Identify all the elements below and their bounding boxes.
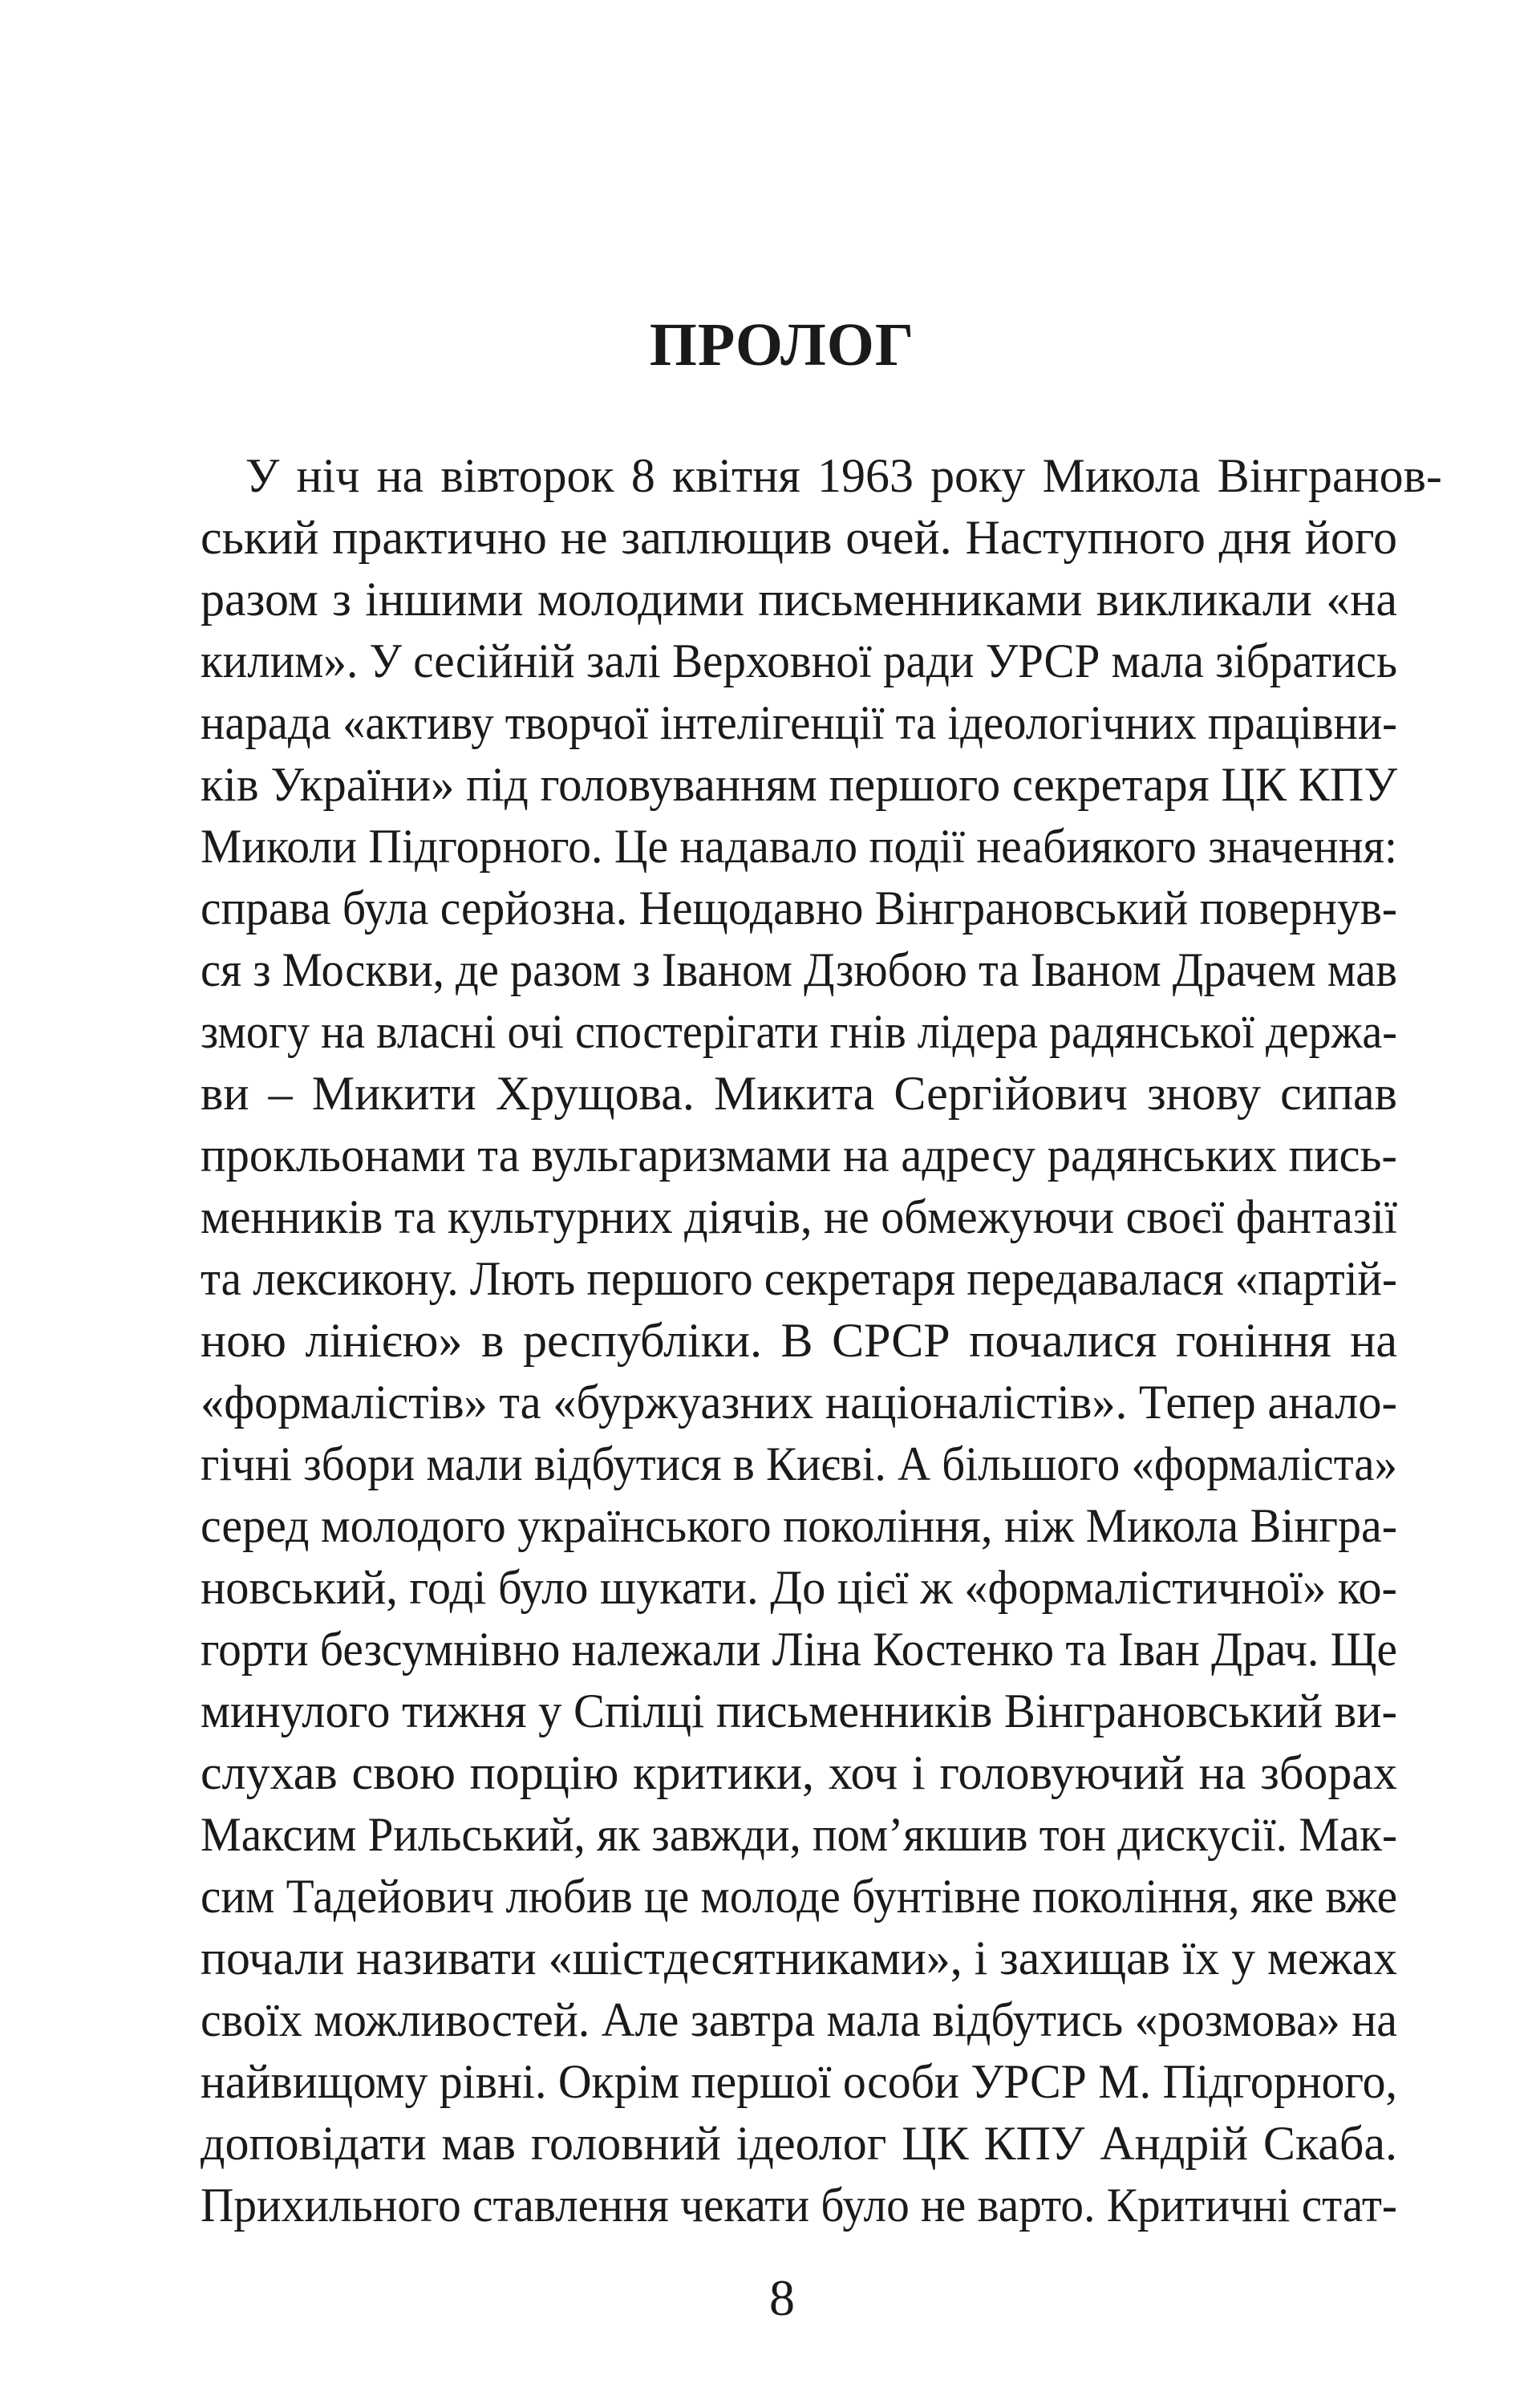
text-line: слухав свою порцію критики, хоч і головуючий на зборах (201, 1746, 1397, 1799)
text-line: ський практично не заплющив очей. Наступного дня його (201, 511, 1397, 564)
text-line: почали називати «шістдесятниками», і захищав їх у межах (201, 1932, 1397, 1985)
text-line: горти безсумнівно належали Ліна Костенко та Іван Драч. Ще (201, 1623, 1397, 1676)
text-line: Максим Рильський, як завжди, пом’якшив тон дискусії. Мак- (201, 1808, 1397, 1861)
text-line: «формалістів» та «буржуазних націоналістів». Тепер анало- (201, 1376, 1397, 1429)
text-line: разом з іншими молодими письменниками викликали «на (201, 573, 1397, 626)
text-line: та лексикону. Лють першого секретаря передавалася «партій- (201, 1252, 1397, 1305)
text-line: У ніч на вівторок 8 квітня 1963 року Микола Вінгранов- (245, 449, 1442, 502)
text-line: Миколи Підгорного. Це надавало події неабиякого значення: (201, 820, 1397, 873)
text-line: справа була серйозна. Нещодавно Вінграновський повернув- (201, 882, 1397, 935)
body-text (201, 445, 1442, 2236)
text-line: своїх можливостей. Але завтра мала відбутись «розмова» на (201, 1993, 1397, 2046)
text-line: килим». У сесійній залі Верховної ради УРСР мала зібратись (201, 635, 1397, 687)
text-line: ся з Москви, де разом з Іваном Дзюбою та Іваном Драчем мав (201, 943, 1397, 996)
text-line: новський, годі було шукати. До цієї ж «формалістичної» ко- (201, 1561, 1397, 1614)
page-number: 8 (769, 2269, 795, 2326)
text-line: ків України» під головуванням першого секретаря ЦК КПУ (201, 758, 1397, 811)
text-line: сим Тадейович любив це молоде бунтівне покоління, яке вже (201, 1870, 1397, 1923)
text-line: ною лінією» в республіки. В СРСР почалися гоніння на (201, 1314, 1397, 1367)
text-line: менників та культурних діячів, не обмежуючи своєї фантазії (201, 1190, 1397, 1243)
text-line: ви – Микити Хрущова. Микита Сергійович знову сипав (201, 1067, 1397, 1120)
text-line: Прихильного ставлення чекати було не варто. Критичні стат- (201, 2179, 1397, 2232)
text-line: серед молодого українського покоління, ніж Микола Вінгра- (201, 1499, 1397, 1552)
chapter-title: ПРОЛОГ (649, 311, 915, 379)
text-line: змогу на власні очі спостерігати гнів лідера радянської держа- (201, 1005, 1397, 1058)
text-line: гічні збори мали відбутися в Києві. А більшого «формаліста» (201, 1437, 1397, 1490)
text-line: нарада «активу творчої інтелігенції та ідеологічних працівни- (201, 696, 1397, 749)
text-line: доповідати мав головний ідеолог ЦК КПУ Андрій Скаба. (201, 2117, 1397, 2170)
text-line: прокльонами та вульгаризмами на адресу радянських пись- (201, 1129, 1397, 1182)
text-line: найвищому рівні. Окрім першої особи УРСР М. Підгорного, (201, 2055, 1397, 2108)
text-line: минулого тижня у Спілці письменників Вінграновський ви- (201, 1685, 1397, 1737)
